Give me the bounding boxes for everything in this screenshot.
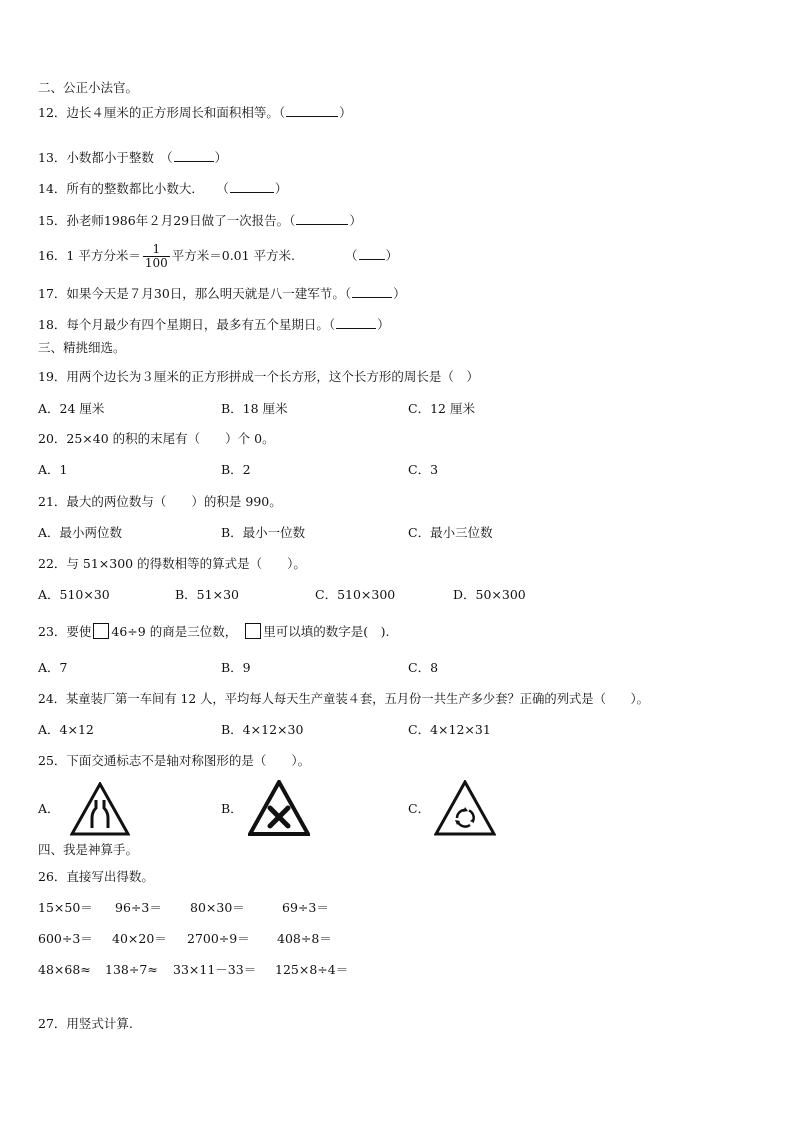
calc-item: 15×50＝: [38, 900, 93, 915]
option-c[interactable]: C．最小三位数: [408, 525, 493, 540]
roundabout-sign-icon[interactable]: [434, 780, 496, 836]
option-c[interactable]: C．4×12×31: [408, 722, 491, 737]
option-c[interactable]: C．3: [408, 462, 439, 477]
calc-item: 40×20＝: [112, 931, 167, 946]
answer-blank[interactable]: [336, 317, 376, 329]
option-c[interactable]: C．: [408, 801, 431, 816]
option-a[interactable]: A．24 厘米: [38, 401, 105, 416]
option-a[interactable]: A．510×30: [38, 587, 110, 602]
option-b[interactable]: B．: [221, 801, 243, 816]
fill-box[interactable]: [93, 623, 109, 639]
calc-item: 48×68≈: [38, 962, 91, 977]
calc-item: 138÷7≈: [105, 962, 158, 977]
option-b[interactable]: B．18 厘米: [221, 401, 288, 416]
question-16: 16．1 平方分米＝ $\frac{1}{100}$ 平方米＝0.01 平方米. （ ）: [38, 242, 399, 270]
question-18: 18．每个月最少有四个星期日，最多有五个星期日。（ ）: [38, 317, 390, 332]
question-15: 15．孙老师1986年２月29日做了一次报告。（ ）: [38, 213, 362, 228]
option-b[interactable]: B．9: [221, 660, 251, 675]
option-d[interactable]: D．50×300: [453, 587, 526, 602]
calc-item: 80×30＝: [190, 900, 245, 915]
option-a[interactable]: A．: [38, 801, 60, 816]
crossroads-sign-icon[interactable]: [248, 780, 310, 836]
section-3-title: 三、精挑细选。: [38, 340, 126, 355]
calc-item: 408÷8＝: [277, 931, 332, 946]
option-c[interactable]: C．510×300: [315, 587, 396, 602]
option-b[interactable]: B．最小一位数: [221, 525, 306, 540]
answer-blank[interactable]: [352, 286, 392, 298]
answer-blank[interactable]: [296, 213, 348, 225]
question-20-stem: 20．25×40 的积的末尾有（ ）个 0。: [38, 431, 275, 446]
option-c[interactable]: C．8: [408, 660, 439, 675]
answer-blank[interactable]: [286, 105, 338, 117]
road-narrows-sign-icon[interactable]: [70, 782, 130, 836]
section-2-title: 二、公正小法官。: [38, 80, 139, 95]
answer-blank[interactable]: [174, 150, 214, 162]
question-17: 17．如果今天是７月30日，那么明天就是八一建军节。（ ）: [38, 286, 406, 301]
question-26-stem: 26．直接写出得数。: [38, 869, 154, 884]
option-a[interactable]: A．7: [38, 660, 68, 675]
question-23-stem: 23．要使 46÷9 的商是三位数， 里可以填的数字是( ).: [38, 624, 390, 639]
section-4-title: 四、我是神算手。: [38, 842, 139, 857]
answer-blank[interactable]: [359, 248, 385, 260]
option-a[interactable]: A．1: [38, 462, 68, 477]
calc-item: 600÷3＝: [38, 931, 93, 946]
question-27-stem: 27．用竖式计算.: [38, 1016, 133, 1031]
option-c[interactable]: C．12 厘米: [408, 401, 475, 416]
question-22-stem: 22．与 51×300 的得数相等的算式是（ ）。: [38, 556, 306, 571]
question-13: 13．小数都小于整数 （ ）: [38, 150, 228, 165]
option-b[interactable]: B．51×30: [175, 587, 239, 602]
option-b[interactable]: B．4×12×30: [221, 722, 304, 737]
fill-box[interactable]: [245, 623, 261, 639]
calc-item: 2700÷9＝: [187, 931, 250, 946]
answer-blank[interactable]: [230, 181, 274, 193]
calc-item: 125×8÷4＝: [275, 962, 349, 977]
calc-item: 96÷3＝: [115, 900, 162, 915]
option-b[interactable]: B．2: [221, 462, 251, 477]
option-a[interactable]: A．最小两位数: [38, 525, 123, 540]
question-14: 14．所有的整数都比小数大． （ ）: [38, 181, 288, 196]
calc-item: 69÷3＝: [282, 900, 329, 915]
question-25-stem: 25．下面交通标志不是轴对称图形的是（ ）。: [38, 753, 311, 768]
calc-item: 33×11－33＝: [173, 962, 257, 977]
question-12: 12．边长４厘米的正方形周长和面积相等。（ ）: [38, 105, 352, 120]
question-24-stem: 24．某童装厂第一车间有 12 人，平均每人每天生产童装４套，五月份一共生产多少套？正确的列式是（ ）。: [38, 692, 649, 706]
fraction: $\frac{1}{100}$: [144, 242, 168, 270]
question-21-stem: 21．最大的两位数与（ ）的积是 990。: [38, 494, 282, 509]
option-a[interactable]: A．4×12: [38, 722, 94, 737]
question-19-stem: 19．用两个边长为３厘米的正方形拼成一个长方形，这个长方形的周长是（ ）: [38, 369, 479, 384]
